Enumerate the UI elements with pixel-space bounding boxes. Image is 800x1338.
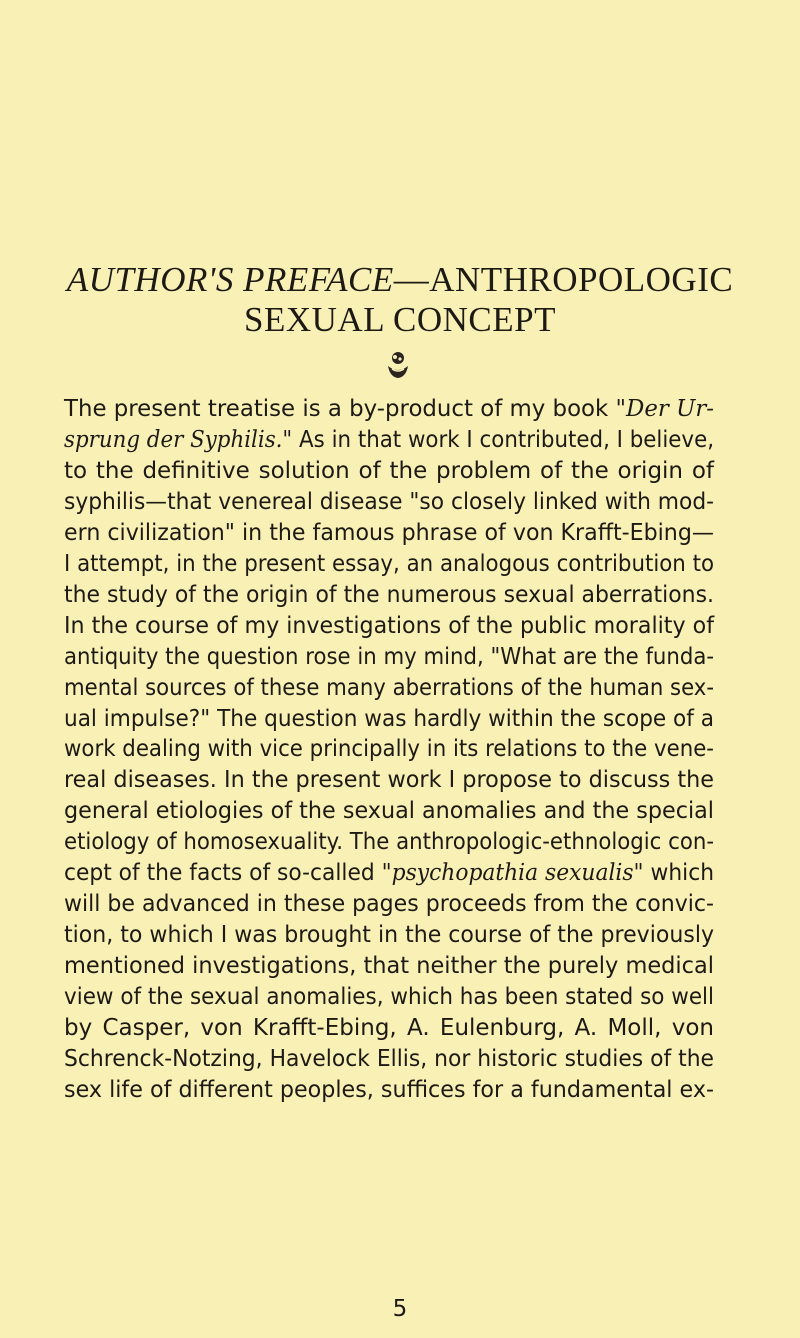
flower-ornament-icon xyxy=(386,350,410,380)
line-text: The present treatise is a by-product of my book xyxy=(64,396,616,422)
line-text: work dealing with vice principally in its relations to the vene- xyxy=(64,736,714,763)
text-line xyxy=(64,862,714,885)
line-text: mentioned investigations, that neither the purely medical xyxy=(64,953,714,980)
line-text: tion, to which I was brought in the course of the previously xyxy=(64,922,714,949)
text-line xyxy=(64,893,714,916)
line-text: by Casper, von Krafft-Ebing, A. Eulenburg, A. Moll, von xyxy=(64,1015,714,1041)
line-text: sex life of different peoples, suffices for a fundamental ex- xyxy=(64,1076,714,1103)
line-text: antiquity the question rose in my mind, "What are the funda- xyxy=(64,643,714,670)
line-text: to the definitive solution of the problem of the origin of xyxy=(64,457,714,484)
chapter-title-line-1 xyxy=(0,262,800,297)
line-text: Schrenck-Notzing, Havelock Ellis, nor historic studies of the xyxy=(64,1045,714,1072)
italic-phrase: sprung der Syphilis." xyxy=(64,426,293,453)
italic-phrase: "psychopathia sexualis" xyxy=(381,860,644,887)
line-text: general etiologies of the sexual anomalies and the special xyxy=(64,798,714,825)
chapter-title-italic: AUTHOR'S PREFACE xyxy=(66,260,394,299)
line-text: real diseases. In the present work I propose to discuss the xyxy=(64,767,714,794)
text-line xyxy=(64,986,714,1009)
line-text: etiology of homosexuality. The anthropologic-ethnologic con- xyxy=(64,829,714,856)
line-text: ual impulse?" The question was hardly within the scope of a xyxy=(64,705,714,732)
text-line xyxy=(64,1017,714,1040)
line-text: I attempt, in the present essay, an analogous contribution to xyxy=(64,550,714,577)
line-text: syphilis—that venereal disease "so closely linked with mod- xyxy=(64,488,714,515)
line-text: mental sources of these many aberrations of the human sex- xyxy=(64,674,714,701)
text-line xyxy=(64,457,714,484)
text-line xyxy=(64,643,714,670)
line-text: which xyxy=(643,860,714,887)
line-text: the study of the origin of the numerous sexual aberrations. xyxy=(64,581,714,608)
text-line xyxy=(64,955,714,978)
chapter-title-line-2: SEXUAL CONCEPT xyxy=(244,300,556,339)
text-line xyxy=(64,705,714,732)
text-line xyxy=(64,738,714,761)
line-text: In the course of my investigations of the public morality of xyxy=(64,612,714,639)
text-line xyxy=(64,398,714,421)
line-text: ern civilization" in the famous phrase of von Krafft-Ebing— xyxy=(64,519,714,546)
text-line xyxy=(64,674,714,701)
italic-phrase: "Der Ur- xyxy=(615,396,714,422)
line-text: cept of the facts of so-called xyxy=(64,860,382,887)
text-line xyxy=(64,769,714,792)
text-line xyxy=(64,519,714,546)
text-line xyxy=(64,488,714,515)
text-line xyxy=(64,581,714,608)
chapter-title-roman: —ANTHROPOLOGIC xyxy=(393,260,734,299)
text-line xyxy=(64,550,714,577)
page-number: 5 xyxy=(392,1296,408,1322)
line-text: will be advanced in these pages proceeds from the convic- xyxy=(64,891,714,918)
text-line xyxy=(64,1076,714,1103)
text-line xyxy=(64,1045,714,1072)
text-line xyxy=(64,831,714,854)
text-line xyxy=(64,924,714,947)
text-line xyxy=(64,612,714,639)
text-line xyxy=(64,800,714,823)
line-text: As in that work I contributed, I believe, xyxy=(292,426,714,453)
line-text: view of the sexual anomalies, which has been stated so well xyxy=(64,984,714,1011)
text-line xyxy=(64,426,714,453)
